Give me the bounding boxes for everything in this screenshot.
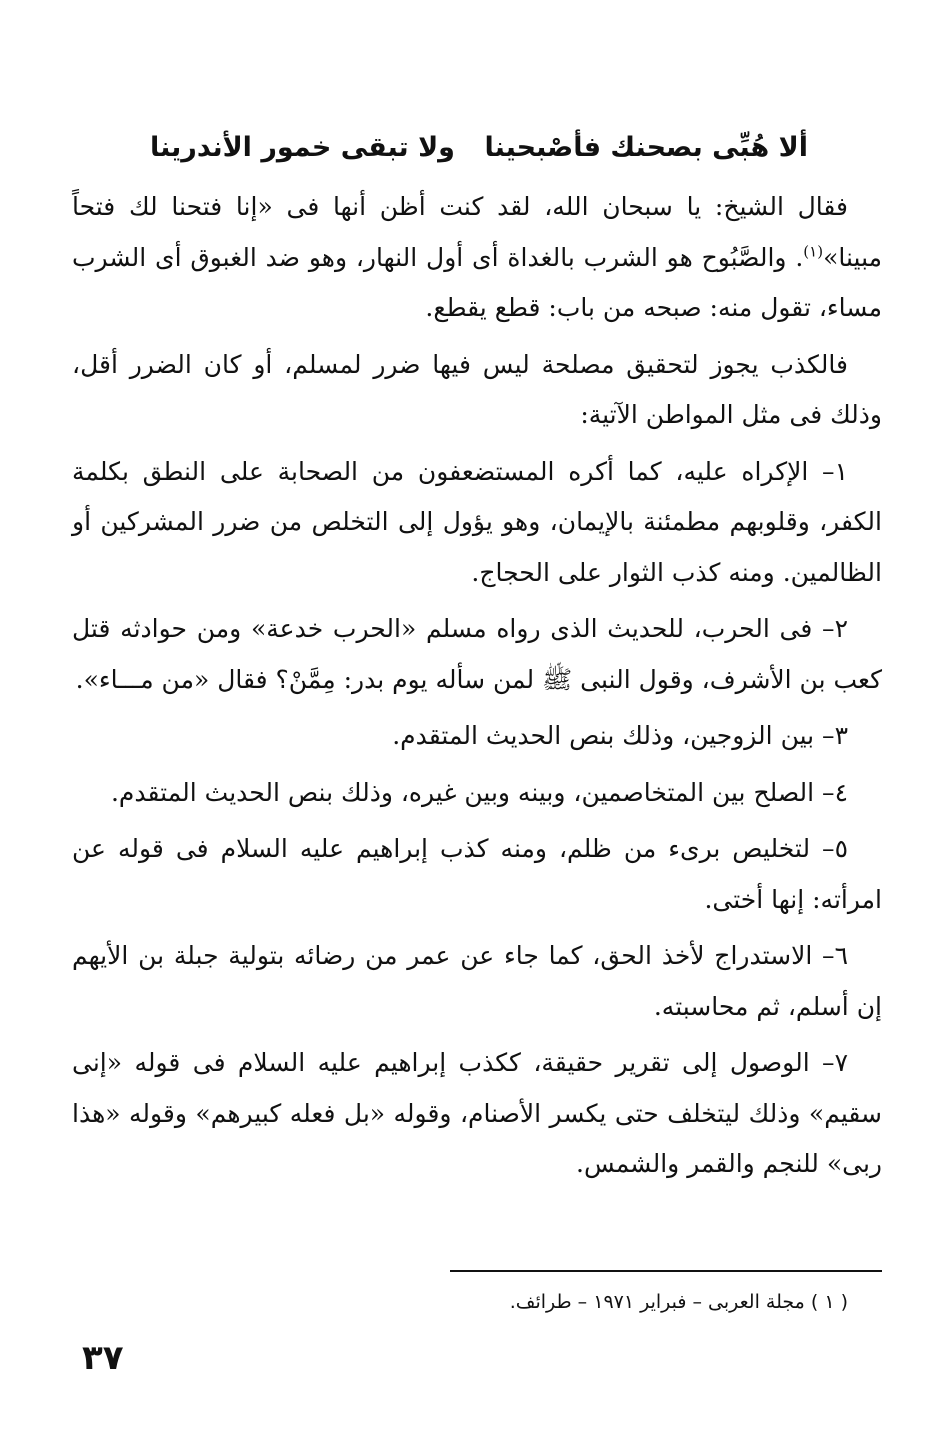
list-item-4: ٤– الصلح بين المتخاصمين، وبينه وبين غيره، وذلك بنص الحديث المتقدم. xyxy=(110,777,848,807)
list-item-2: ٢– فى الحرب، للحديث الذى رواه مسلم «الحرب خدعة» ومن حوادثه قتل كعب بن الأشرف، وقول النبى ﷺ لمن سأله يوم بدر: مِمَّنْ؟ فقال «من مـــاء». xyxy=(72,614,882,694)
page-number: ٣٧ xyxy=(82,1338,124,1378)
list-item-6: ٦– الاستدراج لأخذ الحق، كما جاء عن عمر من رضائه بتولية جبلة بن الأيهم إن أسلم، ثم محاسبته. xyxy=(72,941,882,1021)
footnote: ( ١ ) مجلة العربى – فبراير ١٩٧١ – طرائف. xyxy=(509,1291,848,1313)
paragraph-text: فقال الشيخ: يا سبحان الله، لقد كنت أظن أنها فى «إنا فتحنا لك فتحاً مبينا» xyxy=(72,192,882,272)
verse-first-hemistich: ألا هُبِّى بصحنك فأصْبحينا xyxy=(484,132,808,163)
footnote-divider xyxy=(450,1270,882,1272)
list-item-3: ٣– بين الزوجين، وذلك بنص الحديث المتقدم. xyxy=(392,721,848,750)
verse-second-hemistich: ولا تبقى خمور الأندرينا xyxy=(150,132,455,163)
paragraph-sheikh xyxy=(72,182,882,334)
list-item-5: ٥– لتخليص برىء من ظلم، ومنه كذب إبراهيم عليه السلام فى قوله عن امرأته: إنها أختى. xyxy=(72,834,882,914)
footnote-reference: (١) xyxy=(803,242,824,261)
list-item-7: ٧– الوصول إلى تقرير حقيقة، ككذب إبراهيم عليه السلام فى قوله «إنى سقيم» وذلك ليتخلف حتى يكسر الأصنام، وقوله «بل فعله كبيرهم» وقوله «هذا ربى» للنجم والقمر والشمس. xyxy=(72,1048,882,1178)
paragraph-text: . والصَّبُوح هو الشرب بالغداة أى أول النهار، وهو ضد الغبوق أى الشرب مساء، تقول منه: صبحه من باب: قطع يقطع. xyxy=(72,242,882,322)
paragraph-lying-permitted: فالكذب يجوز لتحقيق مصلحة ليس فيها ضرر لمسلم، أو كان الضرر أقل، وذلك فى مثل المواطن الآتية: xyxy=(72,349,882,429)
list-item-1: ١– الإكراه عليه، كما أكره المستضعفون من الصحابة على النطق بكلمة الكفر، وقلوبهم مطمئنة بالإيمان، وهو يؤول إلى التخلص من ضرر المشركين أو الظالمين. ومنه كذب الثوار على الحجاج. xyxy=(72,456,882,587)
body-text xyxy=(72,182,882,1196)
poetry-verse xyxy=(150,126,808,170)
